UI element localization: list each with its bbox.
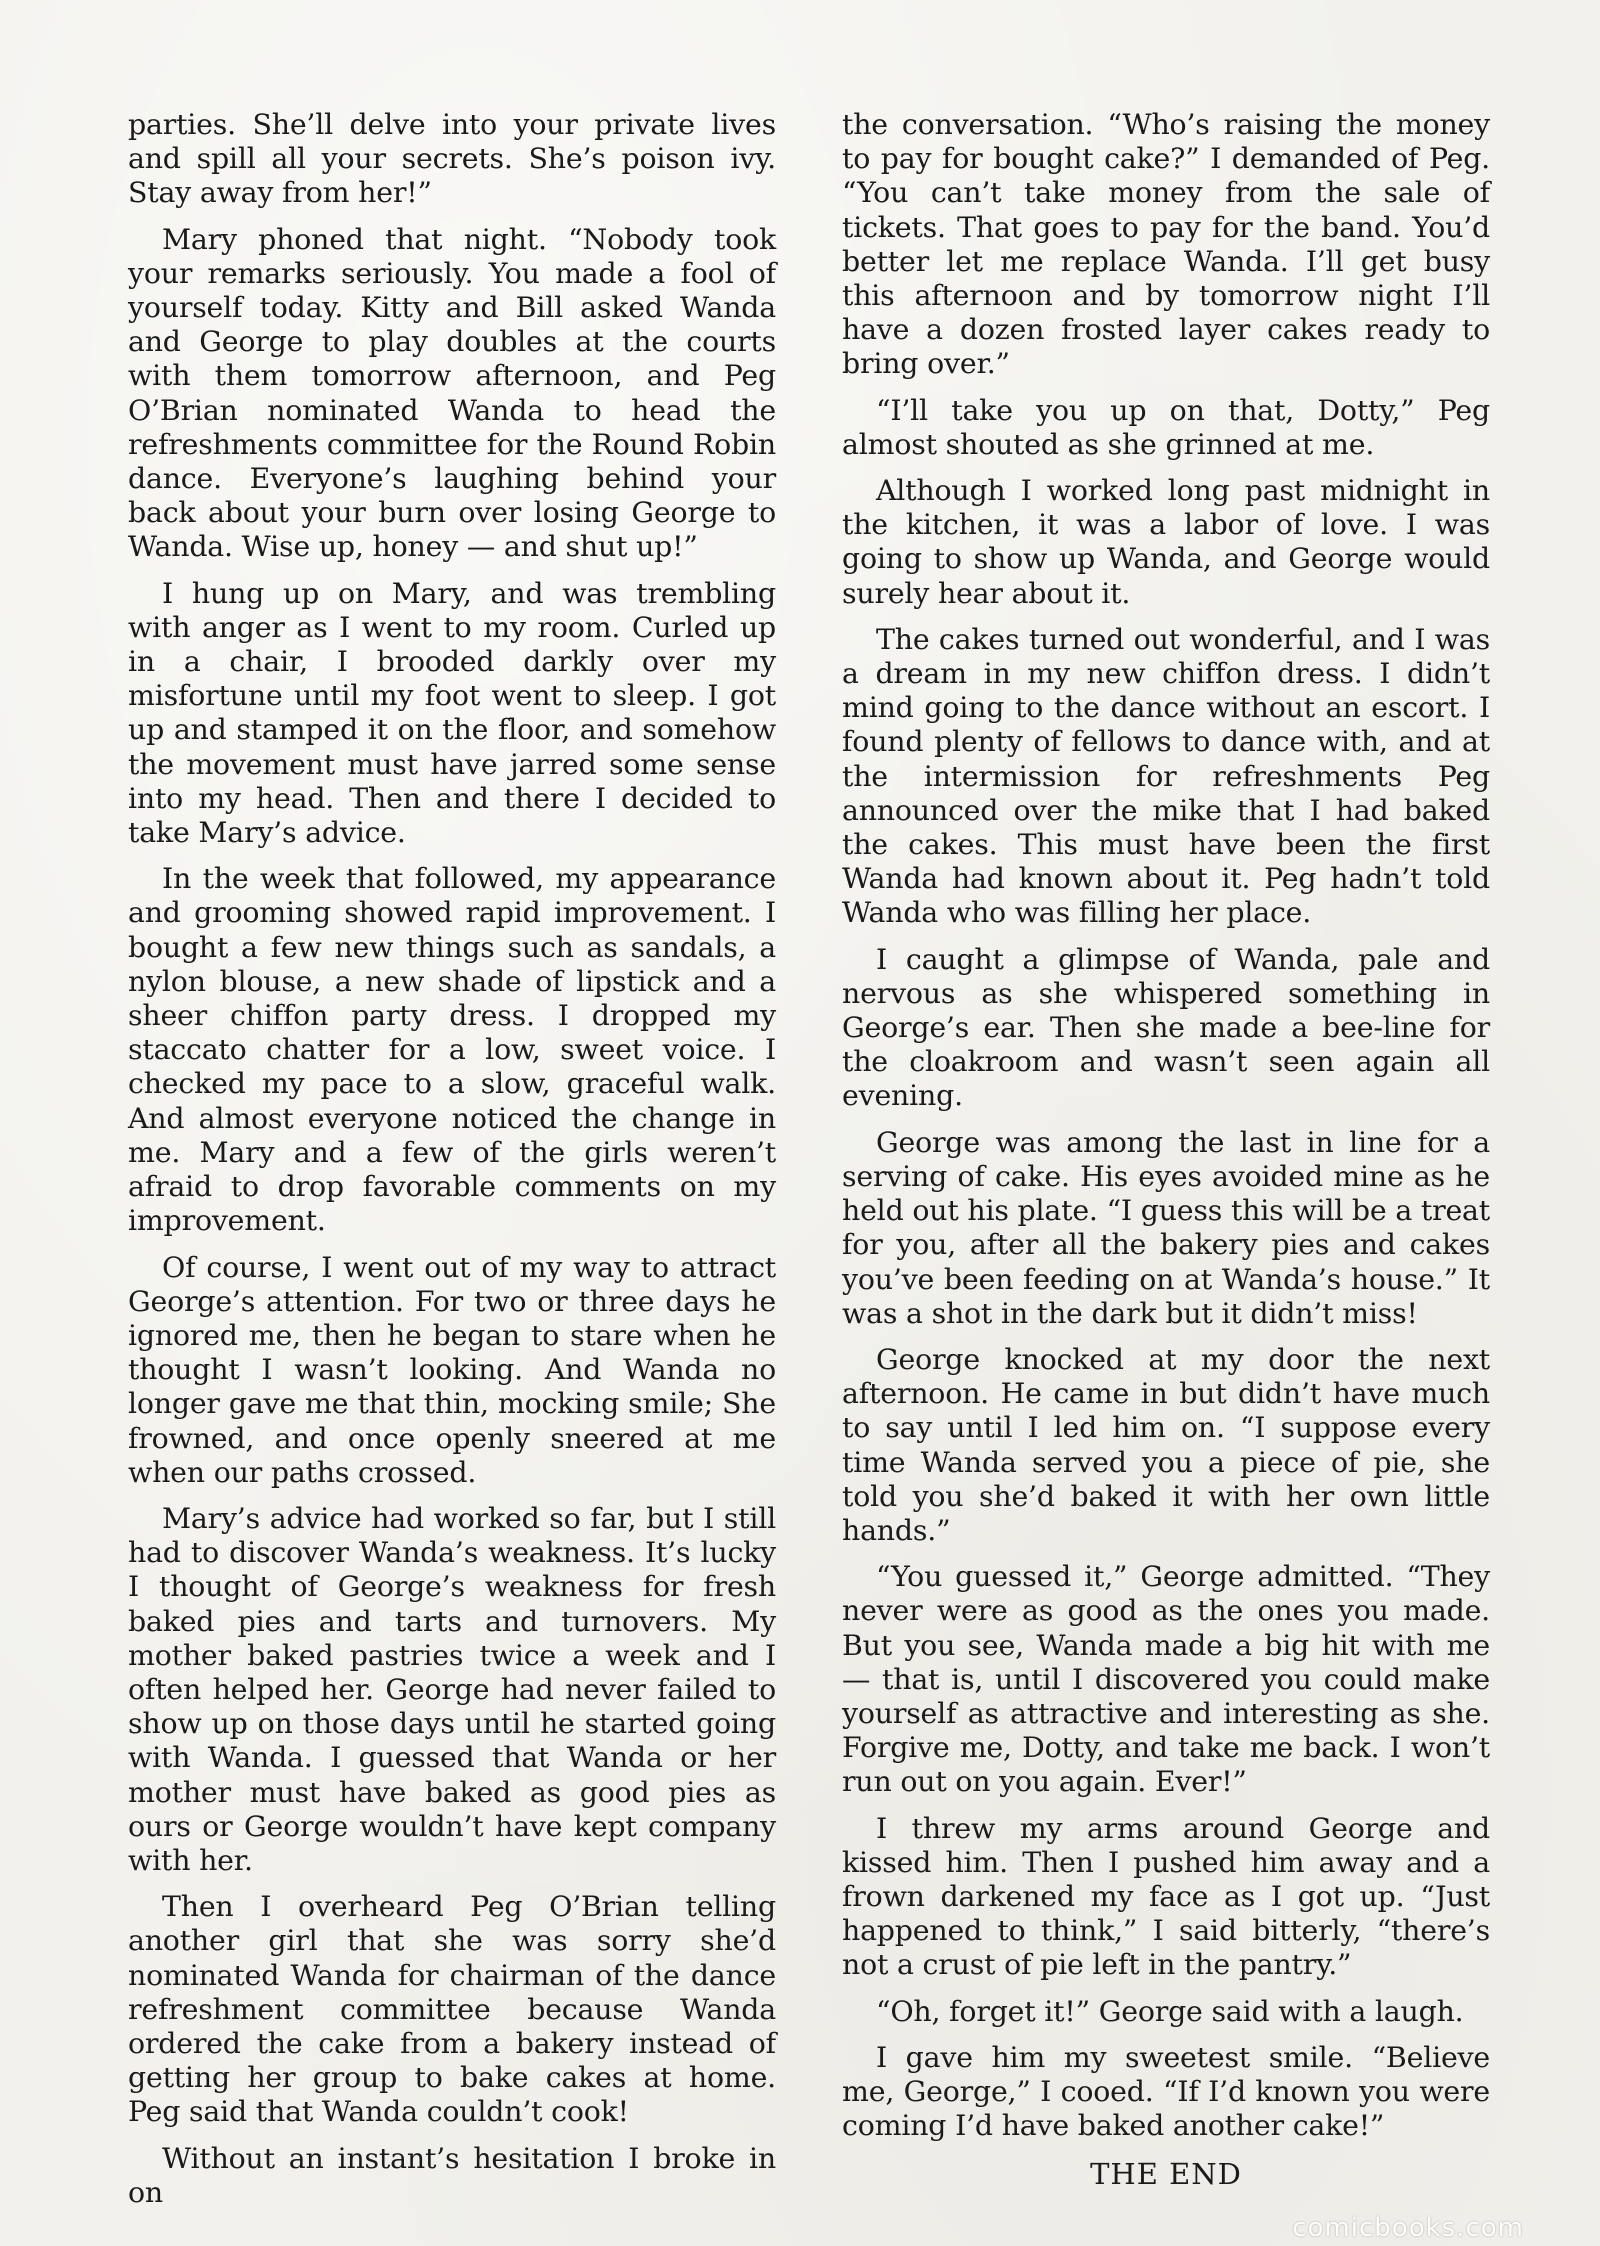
paragraph: The cakes turned out wonderful, and I was a dream in my new chiffon dress. I didn’t mind going to the dance without an escort. I found plenty of fellows to dance with, and at the intermission for refreshments Peg announced over the mike that I had baked the cakes. This must have been the first Wanda had known about it. Peg hadn’t told Wanda who was filling her place. bbox=[842, 622, 1490, 930]
paragraph: parties. She’ll delve into your private lives and spill all your secrets. She’s poison ivy. Stay away from her!” bbox=[128, 108, 776, 210]
paragraph: Then I overheard Peg O’Brian telling another girl that she was sorry she’d nominated Wanda for chairman of the dance refreshment committee because Wanda ordered the cake from a bakery instead of getting her group to bake cakes at home. Peg said that Wanda couldn’t cook! bbox=[128, 1890, 776, 2129]
paragraph: the conversation. “Who’s raising the money to pay for bought cake?” I demanded of Peg. “You can’t take money from the sale of tickets. That goes to pay for the band. You’d better let me replace Wanda. I’ll get busy this afternoon and by tomorrow night I’ll have a dozen frosted layer cakes ready to bring over.” bbox=[842, 108, 1490, 381]
right-column bbox=[842, 108, 1490, 2192]
paragraph: I gave him my sweetest smile. “Believe me, George,” I cooed. “If I’d known you were coming I’d have baked another cake!” bbox=[842, 2040, 1490, 2143]
the-end-label: THE END bbox=[1090, 2157, 1242, 2192]
paragraph: In the week that followed, my appearance and grooming showed rapid improvement. I bought a few new things such as sandals, a nylon blouse, a new shade of lipstick and a sheer chiffon party dress. I dropped my staccato chatter for a low, sweet voice. I checked my pace to a slow, graceful walk. And almost everyone noticed the change in me. Mary and a few of the girls weren’t afraid to drop favorable comments on my improvement. bbox=[128, 862, 776, 1238]
paragraph: Without an instant’s hesitation I broke in on bbox=[128, 2141, 776, 2209]
paragraph: George knocked at my door the next afternoon. He came in but didn’t have much to say until I led him on. “I suppose every time Wanda served you a piece of pie, she told you she’d baked it with her own little hands.” bbox=[842, 1342, 1490, 1547]
watermark: comicbooks.com bbox=[1292, 2213, 1524, 2243]
paragraph: “Oh, forget it!” George said with a laugh. bbox=[876, 1994, 1464, 2028]
left-column bbox=[128, 108, 776, 2222]
paragraph: I hung up on Mary, and was trembling with anger as I went to my room. Curled up in a chair, I brooded darkly over my misfortune until my foot went to sleep. I got up and stamped it on the floor, and somehow the movement must have jarred some sense into my head. Then and there I decided to take Mary’s advice. bbox=[128, 576, 776, 850]
paragraph: Although I worked long past midnight in the kitchen, it was a labor of love. I was going to show up Wanda, and George would surely hear about it. bbox=[842, 474, 1490, 610]
paragraph: I threw my arms around George and kissed him. Then I pushed him away and a frown darkened my face as I got up. “Just happened to think,” I said bitterly, “there’s not a crust of pie left in the pantry.” bbox=[842, 1811, 1490, 1982]
paragraph: I caught a glimpse of Wanda, pale and nervous as she whispered something in George’s ear. Then she made a bee-line for the cloakroom and wasn’t seen again all evening. bbox=[842, 942, 1490, 1113]
paragraph: Of course, I went out of my way to attract George’s attention. For two or three days he ignored me, then he began to stare when he thought I wasn’t looking. And Wanda no longer gave me that thin, mocking smile; She frowned, and once openly sneered at me when our paths crossed. bbox=[128, 1250, 776, 1489]
paragraph: Mary’s advice had worked so far, but I still had to discover Wanda’s weakness. It’s lucky I thought of George’s weakness for fresh baked pies and tarts and turnovers. My mother baked pastries twice a week and I often helped her. George had never failed to show up on those days until he started going with Wanda. I guessed that Wanda or her mother must have baked as good pies as ours or George wouldn’t have kept company with her. bbox=[128, 1501, 776, 1877]
paragraph: George was among the last in line for a serving of cake. His eyes avoided mine as he held out his plate. “I guess this will be a treat for you, after all the bakery pies and cakes you’ve been feeding on at Wanda’s house.” It was a shot in the dark but it didn’t miss! bbox=[842, 1125, 1490, 1330]
paragraph: “You guessed it,” George admitted. “They never were as good as the ones you made. But you see, Wanda made a big hit with me — that is, until I discovered you could make yourself as attractive and interesting as she. Forgive me, Dotty, and take me back. I won’t run out on you again. Ever!” bbox=[842, 1560, 1490, 1799]
paragraph: “I’ll take you up on that, Dotty,” Peg almost shouted as she grinned at me. bbox=[842, 393, 1490, 461]
paragraph: Mary phoned that night. “Nobody took your remarks seriously. You made a fool of yourself today. Kitty and Bill asked Wanda and George to play doubles at the courts with them tomorrow afternoon, and Peg O’Brian nominated Wanda to head the refreshments committee for the Round Robin dance. Everyone’s laughing behind your back about your burn over losing George to Wanda. Wise up, honey — and shut up!” bbox=[128, 222, 776, 564]
